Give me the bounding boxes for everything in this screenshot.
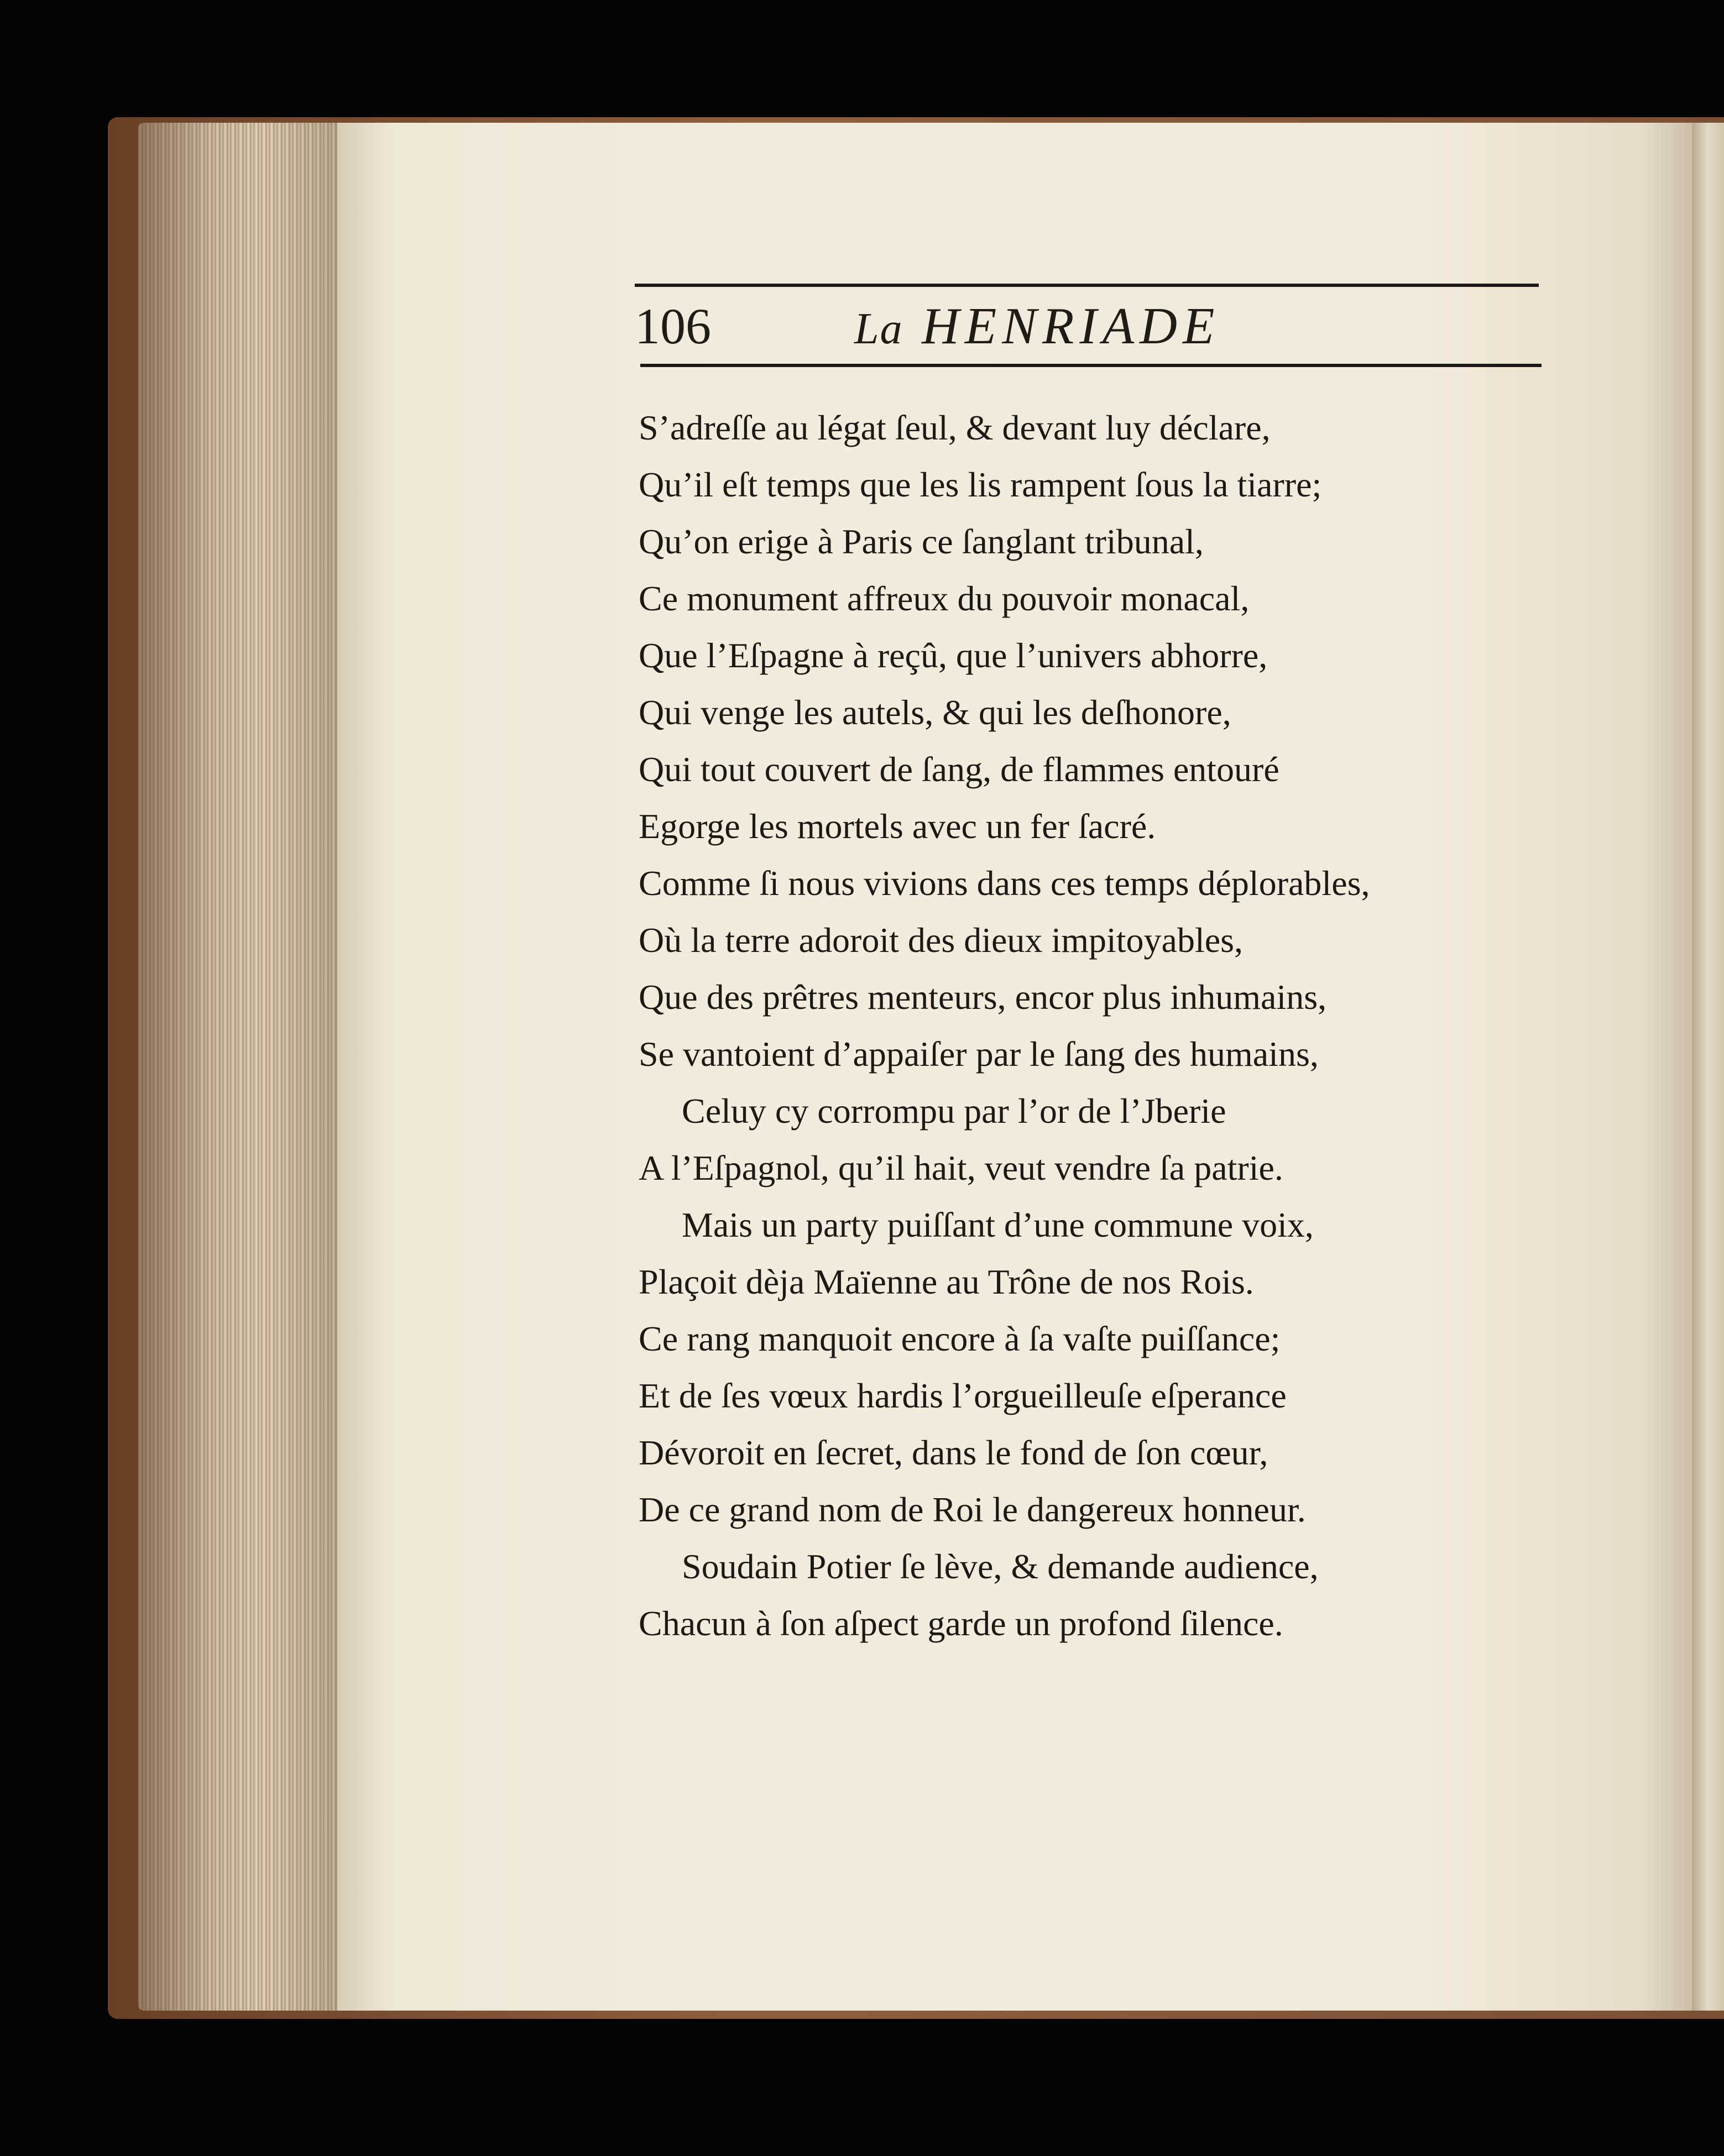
verse-line: Que des prêtres menteurs, encor plus inhumains, [639,977,1327,1017]
verse-line: Où la terre adoroit des dieux impitoyables, [639,920,1244,960]
verse-line: Et de ſes vœux hardis l’orgueilleuſe eſperance [639,1376,1287,1415]
verse-line: De ce grand nom de Roi le dangereux honneur. [639,1490,1306,1529]
page-number: 106 [635,298,711,354]
verse-line: Egorge les mortels avec un fer ſacré. [639,807,1156,846]
page-block-shade [138,123,348,2011]
verse-line: Que l’Eſpagne à reçû, que l’univers abhorre, [639,636,1268,675]
verse-line: Mais un party puiſſant d’une commune voix, [682,1205,1314,1244]
header-rule-bottom [640,364,1542,367]
verse-line: Ce rang manquoit encore à ſa vaſte puiſſance; [639,1319,1281,1358]
verse-line: Dévoroit en ſecret, dans le fond de ſon cœur, [639,1433,1268,1472]
running-title [854,293,1220,362]
verse-line: Plaçoit dèja Maïenne au Trône de nos Rois. [639,1262,1254,1301]
verse-line: Chacun à ſon aſpect garde un profond ſilence. [639,1604,1283,1643]
poem-text-block [639,399,1479,1649]
verse-line: Qui venge les autels, & qui les deſhonore, [639,693,1231,732]
verse-line: Comme ſi nous vivions dans ces temps déplorables, [639,864,1370,903]
verse-line: Qui tout couvert de ſang, de flammes entouré [639,750,1279,789]
verse-line: A l’Eſpagnol, qu’il hait, veut vendre ſa patrie. [639,1148,1283,1187]
running-title-main: HENRIADE [922,297,1220,355]
verse-line: Soudain Potier ſe lève, & demande audience, [682,1547,1319,1586]
verse-line: Qu’on erige à Paris ce ſanglant tribunal, [639,522,1204,561]
header-rule-top [635,284,1539,287]
facing-page-edge [1692,123,1724,2011]
verse-line: Se vantoient d’appaiſer par le ſang des humains, [639,1034,1319,1074]
verse-line: S’adreſſe au légat ſeul, & devant luy déclare, [639,408,1271,447]
verse-line: Ce monument affreux du pouvoir monacal, [639,579,1250,618]
verse-line: Qu’il eſt temps que les lis rampent ſous la tiarre; [639,465,1322,504]
verse-line: Celuy cy corrompu par l’or de l’Jberie [682,1091,1226,1131]
running-title-article: La [854,305,903,353]
